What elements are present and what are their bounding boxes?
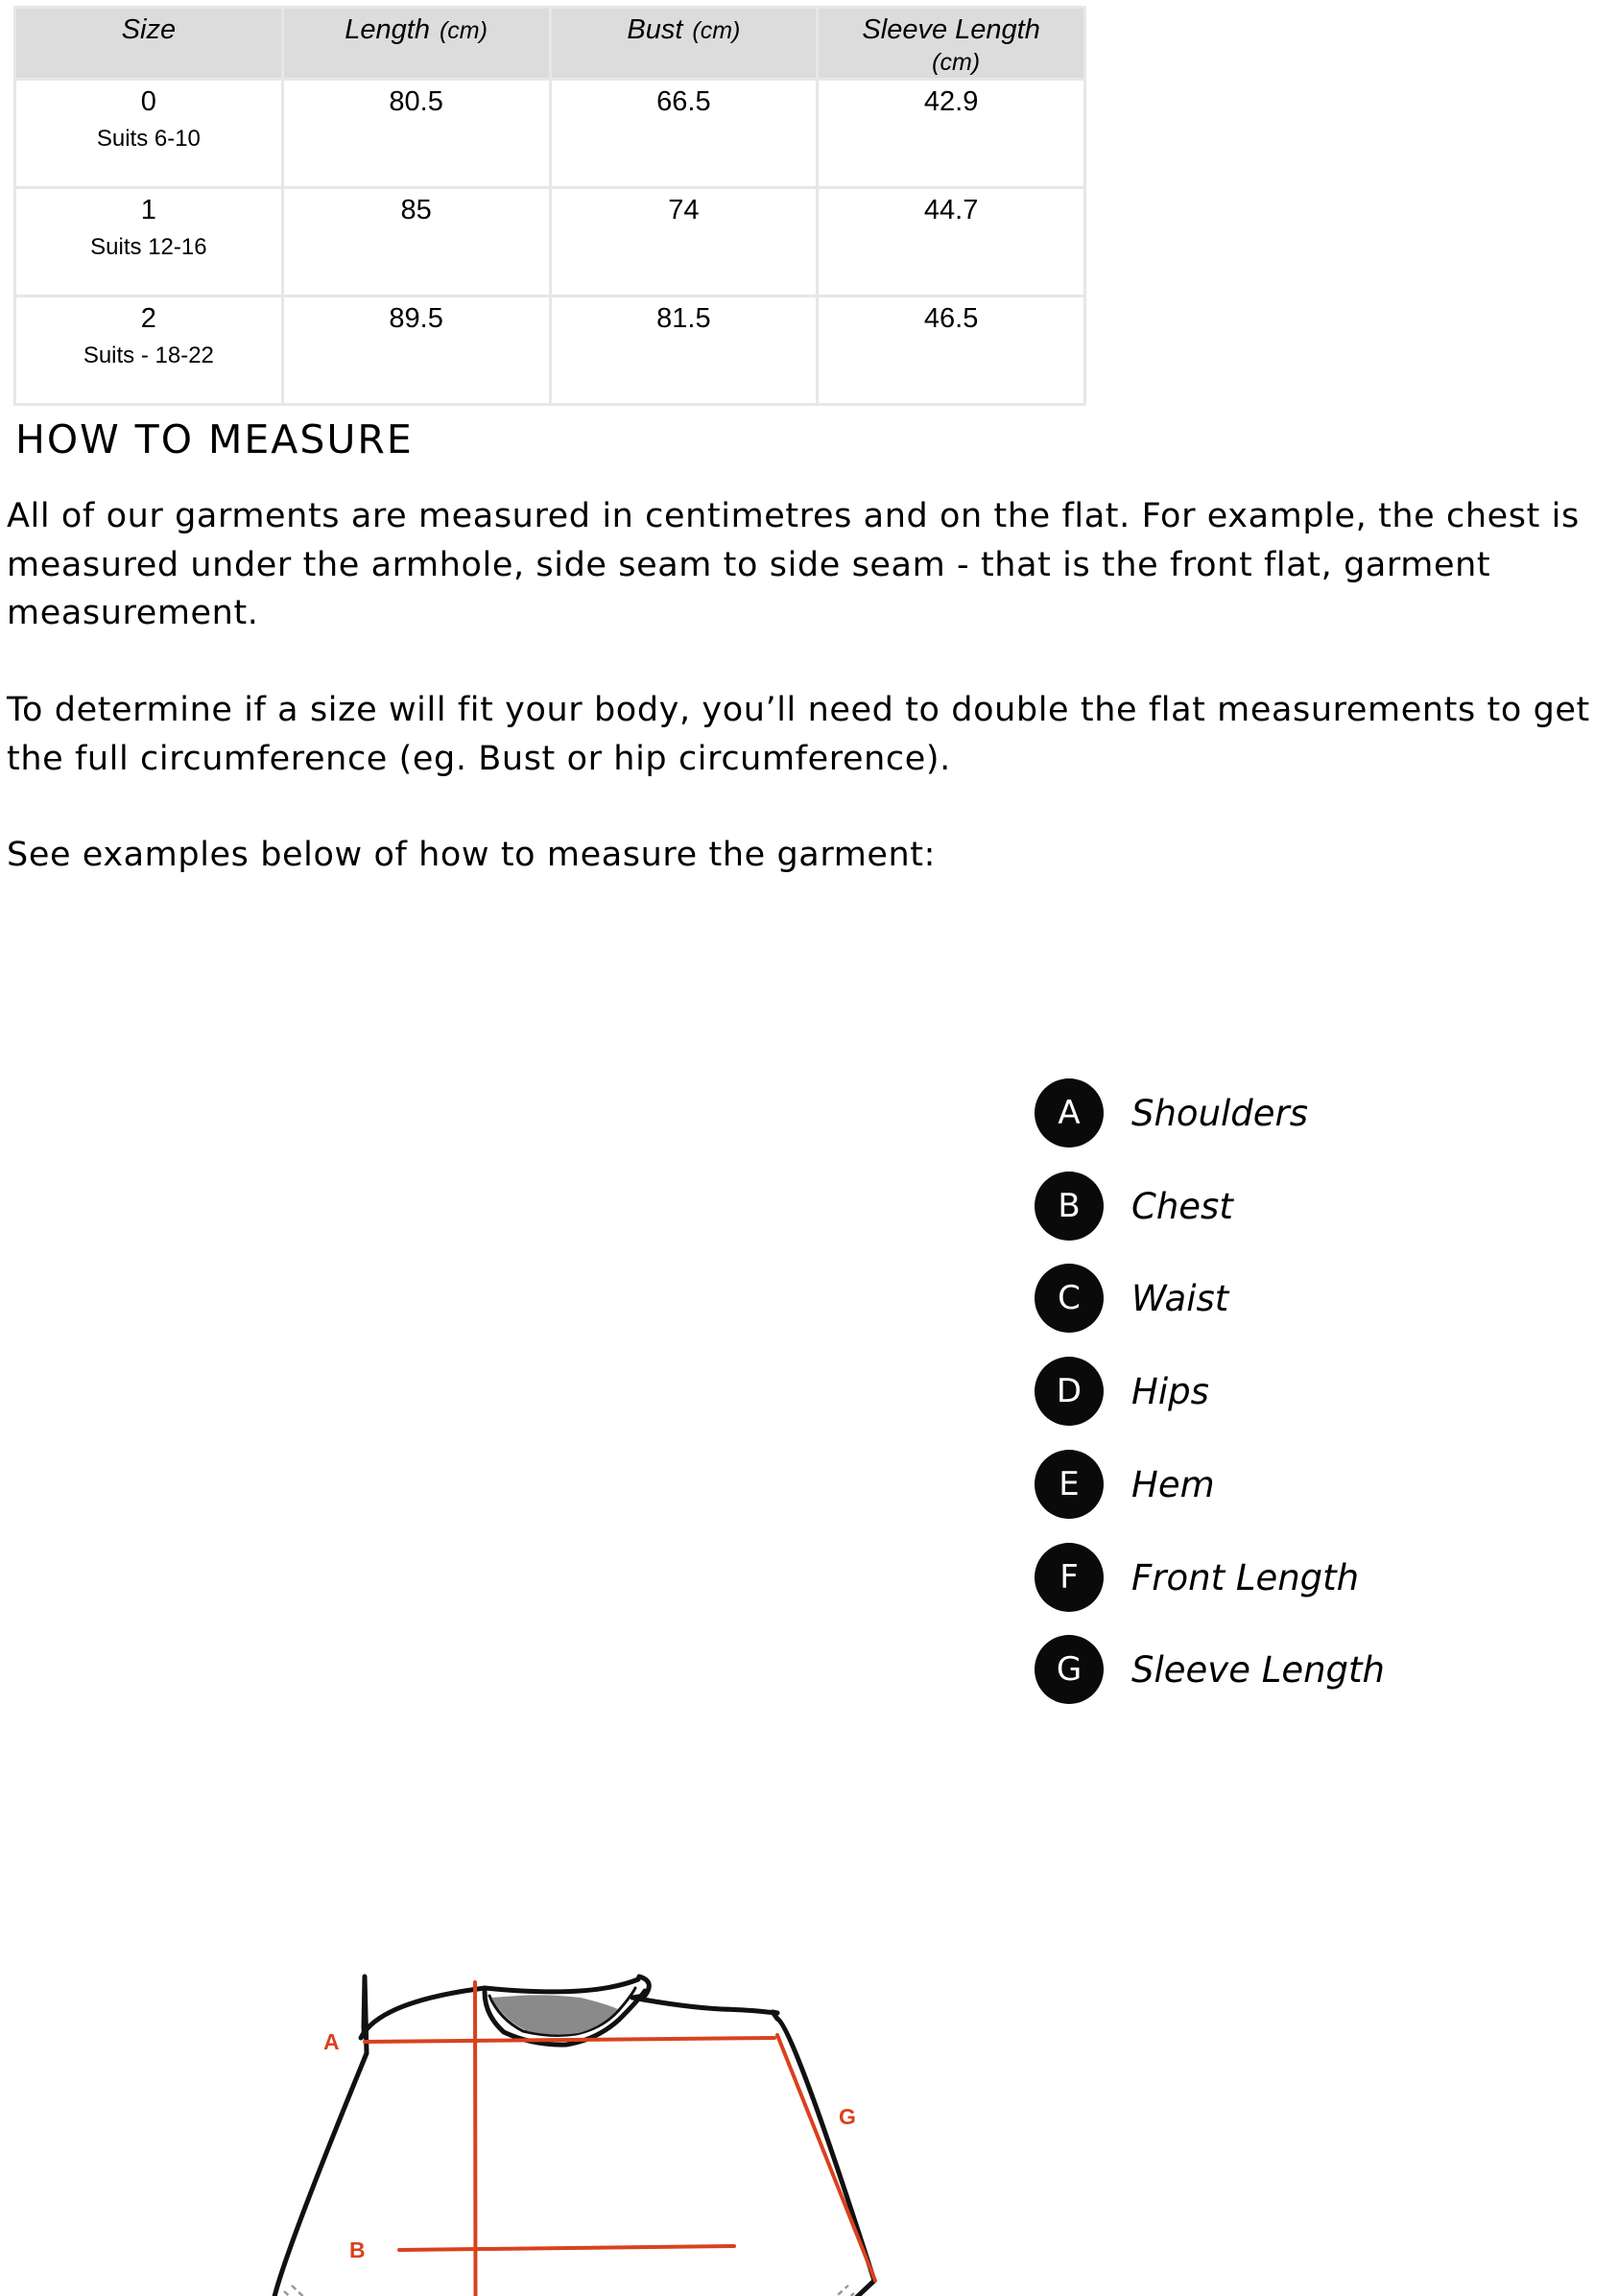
label-b: B [349, 2237, 366, 2262]
measure-intro-paragraph: All of our garments are measured in centimetres and on the flat. For example, the chest is measured under the armhole, side seam to side seam - that is the front flat, garment measurement. [7, 497, 1580, 632]
circumference-paragraph: To determine if a size will fit your body, you’ll need to double the flat measurements to get the full circumference (eg. Bust or hip circumference). [7, 691, 1590, 778]
length-cell: 89.5 [282, 296, 550, 405]
examples-paragraph: See examples below of how to measure the garment: [7, 836, 937, 874]
shoulder-measure-line [365, 2038, 774, 2042]
measurement-letters [298, 2029, 856, 2296]
legend-label: Front Length [1131, 1556, 1360, 1598]
legend-badge: F [1035, 1543, 1104, 1612]
legend-item-waist [1035, 1264, 1228, 1333]
legend-label: Hips [1131, 1370, 1209, 1412]
size-chart-table [13, 6, 1086, 406]
legend-badge: E [1035, 1450, 1104, 1519]
sleeve-length-measure-line [777, 2035, 875, 2281]
size-cell: 0 Suits 6-10 [15, 80, 283, 188]
bust-cell: 74 [550, 188, 818, 296]
legend-label: Waist [1131, 1277, 1229, 1319]
front-length-measure-line [475, 1982, 477, 2296]
sleeve-cell: 42.9 [818, 80, 1085, 188]
neck-shading [491, 1995, 618, 2034]
legend-item-sleeve-length [1035, 1635, 1385, 1704]
garment-measurement-diagram [0, 979, 960, 2296]
table-row [15, 296, 1085, 405]
sleeve-cell: 46.5 [818, 296, 1085, 405]
label-a: A [323, 2029, 340, 2054]
header-length: Length (cm) [282, 8, 550, 80]
legend-item-chest [1035, 1172, 1233, 1241]
label-g: G [839, 2104, 856, 2129]
how-to-measure-heading: HOW TO MEASURE [15, 416, 414, 462]
header-sleeve-length: Sleeve Length (cm) [818, 8, 1085, 80]
bust-cell: 66.5 [550, 80, 818, 188]
table-row [15, 80, 1085, 188]
legend-badge: G [1035, 1635, 1104, 1704]
legend-item-hem [1035, 1450, 1215, 1519]
header-bust: Bust (cm) [550, 8, 818, 80]
sleeve-cell: 44.7 [818, 188, 1085, 296]
legend-badge: C [1035, 1264, 1104, 1333]
chest-measure-line [399, 2246, 734, 2250]
legend-badge: B [1035, 1172, 1104, 1241]
legend-label: Sleeve Length [1131, 1648, 1385, 1691]
table-row [15, 188, 1085, 296]
header-size: Size [15, 8, 283, 80]
length-cell: 80.5 [282, 80, 550, 188]
legend-badge: A [1035, 1078, 1104, 1148]
legend-item-front-length [1035, 1543, 1359, 1612]
size-cell: 1 Suits 12-16 [15, 188, 283, 296]
legend-item-shoulders [1035, 1078, 1308, 1148]
seam-stitching [284, 2285, 854, 2296]
legend-badge: D [1035, 1357, 1104, 1426]
length-cell: 85 [282, 188, 550, 296]
legend-label: Chest [1131, 1185, 1233, 1227]
legend-item-hips [1035, 1357, 1209, 1426]
table-header-row [15, 8, 1085, 80]
legend-label: Hem [1131, 1463, 1215, 1505]
size-cell: 2 Suits - 18-22 [15, 296, 283, 405]
legend-label: Shoulders [1131, 1092, 1309, 1134]
bust-cell: 81.5 [550, 296, 818, 405]
